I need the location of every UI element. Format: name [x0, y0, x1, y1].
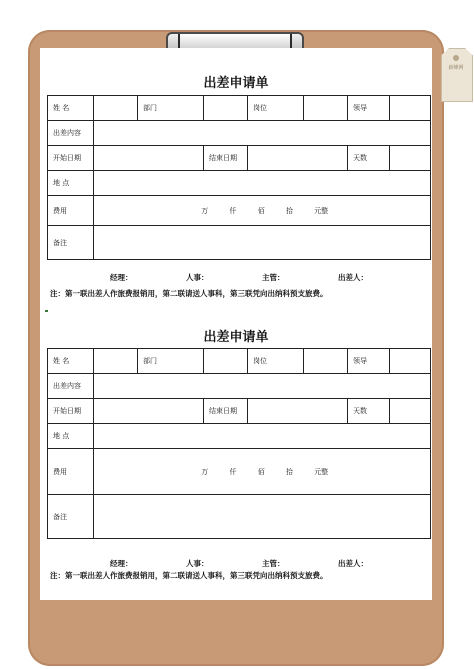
supervisor-sign: 主管： [262, 273, 285, 282]
end-date-label: 结束日期 [204, 399, 248, 424]
unit-yuan: 元整 [314, 206, 329, 215]
place-label: 地 点 [48, 424, 94, 449]
leader-label: 领导 [348, 96, 390, 121]
form2-row-dates [48, 399, 431, 424]
end-date-label: 结束日期 [204, 146, 248, 171]
name-field[interactable] [94, 349, 138, 374]
end-date-field[interactable] [248, 399, 348, 424]
unit-wan: 万 [201, 467, 209, 476]
form2-row-cost [48, 449, 431, 495]
end-date-field[interactable] [248, 146, 348, 171]
name-label: 姓 名 [48, 349, 94, 374]
unit-bai: 佰 [257, 206, 265, 215]
content-label: 出差内容 [48, 121, 94, 146]
place-field[interactable] [94, 171, 431, 196]
form1-row-place [48, 171, 431, 196]
form1-table [47, 95, 431, 260]
days-label: 天数 [348, 399, 390, 424]
unit-shi: 拾 [285, 206, 293, 215]
green-mark [45, 310, 48, 312]
hang-tag-text: 新峰网 [448, 65, 464, 71]
form2-row-name [48, 349, 431, 374]
form2-table [47, 348, 431, 539]
unit-shi: 拾 [285, 467, 293, 476]
traveler-sign: 出差人： [338, 273, 368, 282]
form2-title: 出差申请单 [203, 330, 269, 345]
cost-field[interactable] [94, 196, 431, 226]
form1-row-cost [48, 196, 431, 226]
dept-label: 部门 [138, 96, 204, 121]
cost-label: 费用 [48, 449, 94, 495]
days-field[interactable] [390, 399, 431, 424]
post-field[interactable] [304, 349, 348, 374]
place-field[interactable] [94, 424, 431, 449]
remark-label: 备注 [48, 495, 94, 539]
form1-row-name [48, 96, 431, 121]
start-date-field[interactable] [94, 399, 204, 424]
place-label: 地 点 [48, 171, 94, 196]
hr-sign: 人事： [186, 559, 209, 568]
form1-title: 出差申请单 [203, 76, 269, 91]
unit-bai: 佰 [257, 467, 265, 476]
cost-label: 费用 [48, 196, 94, 226]
content-label: 出差内容 [48, 374, 94, 399]
form2-row-remark [48, 495, 431, 539]
manager-sign: 经理： [110, 559, 133, 568]
post-field[interactable] [304, 96, 348, 121]
days-label: 天数 [348, 146, 390, 171]
form2-row-place [48, 424, 431, 449]
leader-label: 领导 [348, 349, 390, 374]
hr-sign: 人事： [186, 273, 209, 282]
remark-field[interactable] [94, 226, 431, 260]
unit-wan: 万 [201, 206, 209, 215]
remark-field[interactable] [94, 495, 431, 539]
days-field[interactable] [390, 146, 431, 171]
dept-field[interactable] [204, 349, 248, 374]
dept-label: 部门 [138, 349, 204, 374]
leader-field[interactable] [390, 349, 431, 374]
supervisor-sign: 主管： [262, 559, 285, 568]
post-label: 岗位 [248, 96, 304, 121]
paper-sheet [40, 48, 432, 600]
unit-yuan: 元整 [314, 467, 329, 476]
unit-qian: 仟 [229, 206, 237, 215]
form1-row-remark [48, 226, 431, 260]
hang-tag-hole [453, 55, 459, 61]
remark-label: 备注 [48, 226, 94, 260]
manager-sign: 经理： [110, 273, 133, 282]
cost-field[interactable] [94, 449, 431, 495]
form1-row-content [48, 121, 431, 146]
start-date-label: 开始日期 [48, 146, 94, 171]
unit-qian: 仟 [229, 467, 237, 476]
post-label: 岗位 [248, 349, 304, 374]
start-date-label: 开始日期 [48, 399, 94, 424]
content-field[interactable] [94, 121, 431, 146]
leader-field[interactable] [390, 96, 431, 121]
start-date-field[interactable] [94, 146, 204, 171]
form2-note: 注：第一联出差人作旅费报销用，第二联请送人事科，第三联凭向出纳科预支旅费。 [50, 571, 328, 580]
dept-field[interactable] [204, 96, 248, 121]
name-field[interactable] [94, 96, 138, 121]
form1-note: 注：第一联出差人作旅费报销用，第二联请送人事科，第三联凭向出纳科预支旅费。 [50, 289, 328, 298]
form1-row-dates [48, 146, 431, 171]
form2-row-content [48, 374, 431, 399]
content-field[interactable] [94, 374, 431, 399]
name-label: 姓 名 [48, 96, 94, 121]
traveler-sign: 出差人： [338, 559, 368, 568]
